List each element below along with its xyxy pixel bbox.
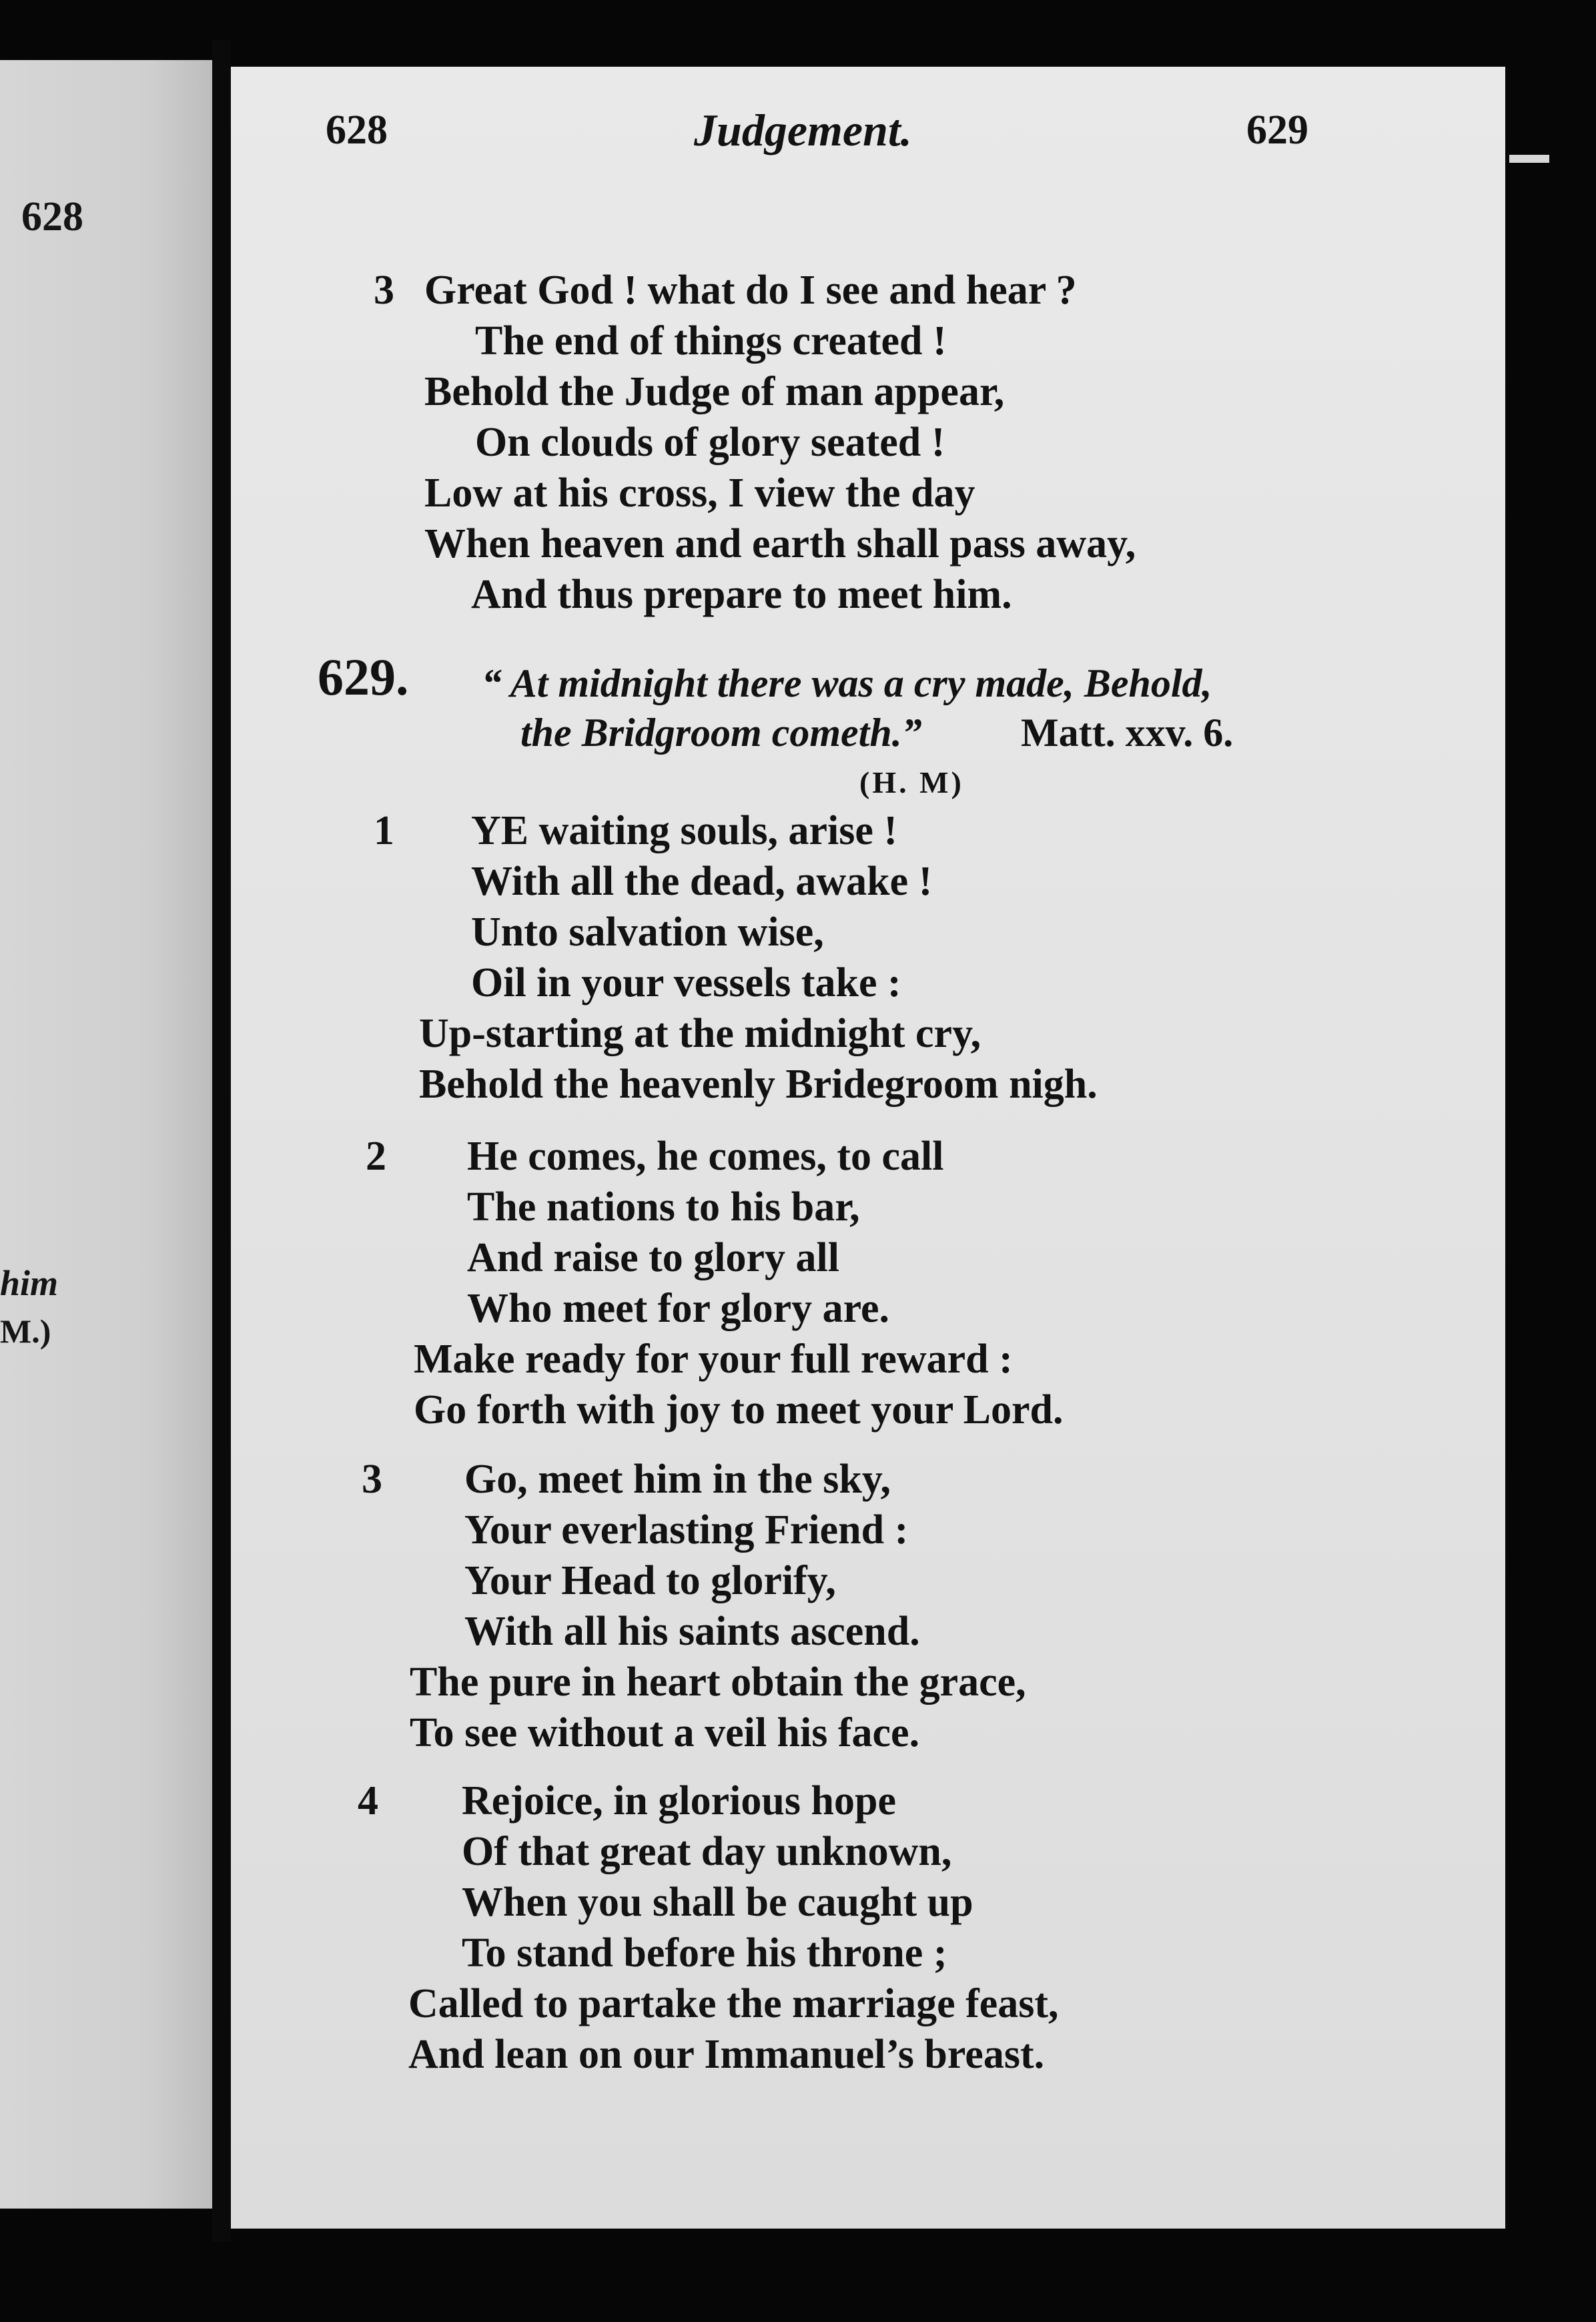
header-page-number-left: 628 [326,107,388,153]
verse-line: To see without a veil his face. [410,1710,920,1756]
verse-line: With all the dead, awake ! [471,859,933,904]
verse-line: Rejoice, in glorious hope [462,1778,896,1824]
hymn-epigraph: “ At midnight there was a cry made, Behold, [482,661,1212,705]
hymn-number: 629. [318,648,409,706]
verse-line: Great God ! what do I see and hear ? [424,268,1077,313]
stanza-number: 4 [358,1778,378,1824]
hymn-meter: (H. M) [859,765,964,799]
verse-line: Called to partake the marriage feast, [408,1981,1059,2026]
verse-line: Up-starting at the midnight cry, [419,1011,981,1056]
verse-line: To stand before his throne ; [462,1930,947,1976]
verse-line: Of that great day unknown, [462,1829,952,1874]
verse-line: The pure in heart obtain the grace, [410,1659,1026,1705]
verse-line: Behold the Judge of man appear, [424,369,1005,414]
verse-line: Your everlasting Friend : [464,1507,909,1553]
left-page-number: 628 [21,194,83,240]
verse-line: Unto salvation wise, [471,909,824,955]
left-page-fragment: him [0,1263,59,1303]
verse-line: When heaven and earth shall pass away, [424,521,1136,566]
verse-line: Oil in your vessels take : [471,960,901,1006]
verse-line: With all his saints ascend. [464,1609,920,1654]
stanza-number: 3 [374,268,394,313]
hymn-epigraph: the Bridgroom cometh.” [520,711,922,755]
verse-line: When you shall be caught up [462,1880,973,1925]
verse-line: The nations to his bar, [467,1184,860,1230]
left-page-fragment: M.) [0,1312,51,1350]
verse-line: Your Head to glorify, [464,1558,836,1603]
left-page-edge [0,60,212,2209]
verse-line: He comes, he comes, to call [467,1134,944,1179]
verse-line: The end of things created ! [475,318,947,364]
verse-line: Low at his cross, I view the day [424,470,975,516]
verse-line: And lean on our Immanuel’s breast. [408,2032,1045,2077]
header-title: Judgement. [694,105,912,155]
verse-line: YE waiting souls, arise ! [471,808,897,853]
stanza-number: 3 [362,1457,382,1502]
verse-line: Who meet for glory are. [467,1286,890,1331]
verse-line: And raise to glory all [467,1235,839,1280]
verse-line: Behold the heavenly Bridegroom nigh. [419,1062,1098,1107]
verse-line: Go forth with joy to meet your Lord. [414,1387,1064,1433]
stanza-number: 2 [366,1134,386,1179]
verse-line: On clouds of glory seated ! [475,420,945,465]
book-gutter [212,40,231,2242]
stanza-number: 1 [374,808,394,853]
verse-line: And thus prepare to meet him. [471,572,1012,617]
header-page-number-right: 629 [1246,107,1308,153]
verse-line: Make ready for your full reward : [414,1336,1013,1382]
scan-edge-mark [1509,155,1549,163]
scripture-reference: Matt. xxv. 6. [1021,711,1234,755]
verse-line: Go, meet him in the sky, [464,1457,891,1502]
